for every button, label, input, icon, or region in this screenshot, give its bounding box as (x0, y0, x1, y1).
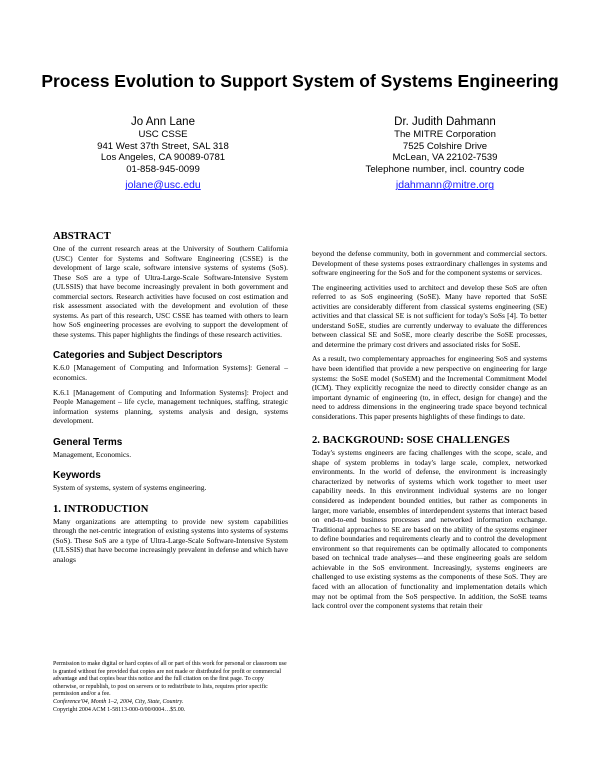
permission-text: Permission to make digital or hard copies of all or part of this work for personal or classroom use is granted without fee provided that copies are not made or distributed for profit or commercial advantage and that copies bear this notice and the full citation on the first page. To copy otherwise, or republish, to post on servers or to redistribute to lists, requires prior specific permission and/or a fee. (53, 661, 287, 698)
author-email-link[interactable]: jdahmann@mitre.org (395, 179, 495, 192)
keywords-text: System of systems, system of systems engineering. (53, 483, 207, 493)
author-block-2 (325, 116, 565, 192)
category-item: K.6.0 [Management of Computing and Information Systems]: General – economics. (53, 363, 288, 383)
approaches-paragraph: As a result, two complementary approaches for engineering SoS and systems have been identified that provide a new perspective on engineering for large systems: the SoSE model (SoSEM) and the Incremental Commitment Model (ICM). They explicitly recognize the need to directly consider change as an important dynamic of engineering (to, in effect, design for change) and the need to address dimensions in the engineering trade space beyond technical considerations. This paper presents highlights of these findings to date. (312, 354, 547, 421)
author-block-1 (43, 116, 283, 192)
right-column (312, 249, 547, 611)
left-column (53, 229, 288, 576)
category-item: K.6.1 [Management of Computing and Information Systems]: Project and People Management – life cycle, management techniques, staffing, strategic information systems planning, systems analysis and design, systems development. (53, 387, 288, 426)
background-text: Today's systems engineers are facing challenges with the scope, scale, and shape of system problems in today's large scale, complex, networked environments. In the world of defense, the environment is increasingly characterized by networks of systems which work together to meet user capability needs. In this environment individual systems are no longer considered as independent bounded entities, but rather as components in larger, more variable, ensembles of interdependent systems that interact based on end-to-end business processes and networked information exchange. Traditional approaches to SE are based on the ability of the systems engineer to define boundaries and requirements clearly and to control the development environment so that requirements can be optimally allocated to components based on technical trade analyses—and these engineering goals are seldom achievable in the SoS environment. Increasingly, systems engineers are challenged to use existing systems as the components of these SoS. They are faced with an allocation of functionality and implementation details which may not be optimal from the SoS perspective. In addition, the SoSE teams lack control over the component systems that retain their (312, 448, 547, 611)
author-name: Jo Ann Lane (131, 116, 195, 128)
author-address: 941 West 37th Street, SAL 318 (97, 140, 229, 152)
author-phone: Telephone number, incl. country code (365, 163, 525, 175)
background-heading: 2. BACKGROUND: SOSE CHALLENGES (312, 435, 510, 447)
introduction-text: Many organizations are attempting to provide new system capabilities through the net-centric integration of existing systems into systems of systems (SoS). These SoS are a type of Ultra-Large-Scale Software-Intensive System (ULSSIS) that have become increasingly prevalent in defense and which have analogs (53, 516, 288, 565)
keywords-section (53, 470, 288, 493)
abstract-section (53, 231, 288, 339)
general-terms-section (53, 437, 288, 460)
author-city: Los Angeles, CA 90089-0781 (100, 152, 226, 164)
author-affiliation: The MITRE Corporation (394, 129, 496, 140)
general-terms-text: Management, Economics. (53, 449, 132, 459)
author-city: McLean, VA 22102-7539 (392, 152, 498, 164)
abstract-heading: ABSTRACT (53, 231, 111, 242)
author-name: Dr. Judith Dahmann (394, 116, 496, 128)
author-affiliation: USC CSSE (138, 129, 188, 140)
general-terms-heading: General Terms (53, 436, 123, 448)
intro-continued-paragraph: beyond the defense community, both in government and commercial sectors. Development of these systems poses extraordinary challenges in systems and software engineering for the SoS and for the component systems or services. (312, 249, 547, 278)
sose-paragraph: The engineering activities used to architect and develop these SoS are often referred to as SoS engineering (SoSE). Many have reported that SoSE activities are considerably different from classical systems engineering (SE) activities and that classical SE is not sufficient for today's SoSs [4]. To better understand SoSE, studies are currently underway to evaluate the differences between classical SE and SoSE, more clearly describe the SoSE processes, and determine the primary cost drivers and associated risks for SoSE. (312, 282, 547, 349)
permission-notice (53, 661, 288, 714)
categories-section (53, 350, 288, 425)
copyright-line: Copyright 2004 ACM 1-58113-000-0/00/0004…$5.00. (53, 706, 186, 713)
categories-heading: Categories and Subject Descriptors (53, 350, 223, 362)
introduction-heading: 1. INTRODUCTION (53, 503, 149, 515)
introduction-section (53, 504, 288, 565)
paper-title: Process Evolution to Support System of Systems Engineering (41, 71, 559, 91)
author-address: 7525 Colshire Drive (402, 140, 488, 152)
conference-line: Conference'04, Month 1–2, 2004, City, State, Country. (53, 698, 184, 705)
author-phone: 01-858-945-0099 (126, 163, 200, 175)
abstract-text: One of the current research areas at the University of Southern California (USC) Center for Systems and Software Engineering (CSSE) is the development of large scale, software intensive systems of systems (SoS). These SoS are a type of Ultra-Large-Scale Software-Intensive System (ULSSIS) that have become increasingly prevalent in both government and commercial sectors. Research activities have focused on cost estimation and risk assessment associated with the development and evolution of these systems. As part of this research, USC CSSE has teamed with others to learn how SoS engineering processes are evolving to support the development of these systems. This paper highlights the findings of these research activities. (53, 244, 288, 339)
author-email-link[interactable]: jolane@usc.edu (125, 179, 201, 192)
keywords-heading: Keywords (53, 470, 101, 482)
